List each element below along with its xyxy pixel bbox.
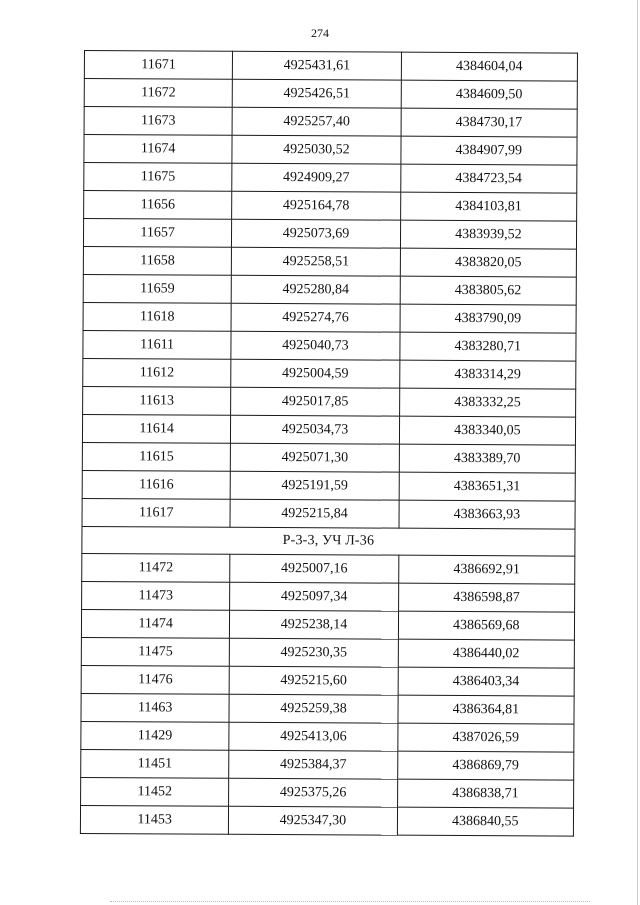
coordinates-table-bottom: [80, 553, 574, 836]
point-number-cell: 11658: [83, 246, 231, 275]
point-number-cell: 11674: [84, 135, 232, 164]
table-row: [81, 609, 574, 640]
table-row: [81, 693, 574, 724]
point-number-cell: 11673: [84, 107, 232, 136]
y-coordinate-cell: 4383939,52: [400, 220, 576, 249]
table-row: [84, 79, 577, 110]
table-row: [80, 805, 573, 836]
table-row: [82, 553, 575, 584]
table-row: [81, 721, 574, 752]
point-number-cell: 11675: [84, 163, 232, 192]
point-number-cell: 11611: [83, 330, 231, 359]
point-number-cell: 11463: [81, 693, 229, 722]
x-coordinate-cell: 4925347,30: [229, 806, 398, 835]
x-coordinate-cell: 4925040,73: [231, 331, 400, 360]
y-coordinate-cell: 4386692,91: [398, 555, 574, 584]
x-coordinate-cell: 4925071,30: [231, 443, 400, 472]
table-row: [82, 581, 575, 612]
table-row: [81, 777, 574, 808]
section-header-group: [82, 526, 575, 556]
x-coordinate-cell: 4925017,85: [231, 387, 400, 416]
x-coordinate-cell: 4925034,73: [231, 415, 400, 444]
table-row: [83, 386, 576, 417]
page-number: 274: [311, 26, 329, 40]
x-coordinate-cell: 4925030,52: [232, 135, 401, 164]
table-row: [83, 246, 576, 277]
y-coordinate-cell: 4384609,50: [401, 80, 577, 109]
y-coordinate-cell: 4383314,29: [399, 360, 575, 389]
point-number-cell: 11474: [81, 609, 229, 638]
point-number-cell: 11613: [83, 386, 231, 415]
y-coordinate-cell: 4384604,04: [401, 52, 577, 81]
point-number-cell: 11476: [81, 665, 229, 694]
x-coordinate-cell: 4925164,78: [232, 191, 401, 220]
table-row: [81, 665, 574, 696]
point-number-cell: 11659: [83, 274, 231, 303]
x-coordinate-cell: 4925413,06: [229, 722, 398, 751]
point-number-cell: 11617: [82, 498, 230, 527]
point-number-cell: 11473: [82, 581, 230, 610]
table-row: [81, 637, 574, 668]
table-row: [84, 135, 577, 166]
table-row: [83, 330, 576, 361]
page-edge: [637, 0, 638, 905]
y-coordinate-cell: 4386840,55: [397, 807, 573, 836]
x-coordinate-cell: 4925375,26: [229, 778, 398, 807]
point-number-cell: 11612: [83, 358, 231, 387]
x-coordinate-cell: 4925259,38: [229, 694, 398, 723]
point-number-cell: 11615: [82, 442, 230, 471]
x-coordinate-cell: 4925238,14: [230, 610, 399, 639]
point-number-cell: 11618: [83, 302, 231, 331]
point-number-cell: 11656: [84, 191, 232, 220]
x-coordinate-cell: 4925426,51: [232, 79, 401, 108]
point-number-cell: 11672: [84, 79, 232, 108]
x-coordinate-cell: 4925280,84: [231, 275, 400, 304]
x-coordinate-cell: 4925274,76: [231, 303, 400, 332]
y-coordinate-cell: 4386869,79: [397, 751, 573, 780]
y-coordinate-cell: 4386364,81: [398, 695, 574, 724]
y-coordinate-cell: 4384723,54: [400, 164, 576, 193]
point-number-cell: 11472: [82, 553, 230, 582]
x-coordinate-cell: 4925258,51: [232, 247, 401, 276]
point-number-cell: 11453: [80, 805, 228, 834]
section-header-row: [82, 526, 575, 556]
y-coordinate-cell: 4384730,17: [401, 108, 577, 137]
x-coordinate-cell: 4925257,40: [232, 107, 401, 136]
point-number-cell: 11451: [81, 749, 229, 778]
y-coordinate-cell: 4383651,31: [399, 472, 575, 501]
y-coordinate-cell: 4383389,70: [399, 444, 575, 473]
y-coordinate-cell: 4383340,05: [399, 416, 575, 445]
y-coordinate-cell: 4386598,87: [398, 583, 574, 612]
table-row: [83, 358, 576, 389]
coordinates-table: [80, 50, 578, 837]
y-coordinate-cell: 4384907,99: [401, 136, 577, 165]
x-coordinate-cell: 4925215,84: [230, 499, 399, 528]
section-title: Р-3-3, УЧ Л-36: [82, 526, 575, 556]
x-coordinate-cell: 4925097,34: [230, 582, 399, 611]
point-number-cell: 11614: [82, 414, 230, 443]
table-row: [82, 442, 575, 473]
table-row: [82, 470, 575, 501]
point-number-cell: 11452: [81, 777, 229, 806]
table-row: [84, 51, 577, 82]
y-coordinate-cell: 4383805,62: [400, 276, 576, 305]
y-coordinate-cell: 4383280,71: [400, 332, 576, 361]
x-coordinate-cell: 4924909,27: [232, 163, 401, 192]
table-row: [82, 498, 575, 529]
y-coordinate-cell: 4383820,05: [400, 248, 576, 277]
x-coordinate-cell: 4925384,37: [229, 750, 398, 779]
x-coordinate-cell: 4925215,60: [229, 666, 398, 695]
table-row: [84, 107, 577, 138]
x-coordinate-cell: 4925007,16: [230, 554, 399, 583]
table-row: [82, 414, 575, 445]
y-coordinate-cell: 4386569,68: [398, 611, 574, 640]
y-coordinate-cell: 4387026,59: [397, 723, 573, 752]
point-number-cell: 11657: [83, 219, 231, 248]
point-number-cell: 11616: [82, 470, 230, 499]
y-coordinate-cell: 4383790,09: [400, 304, 576, 333]
y-coordinate-cell: 4384103,81: [400, 192, 576, 221]
table-row: [83, 274, 576, 305]
y-coordinate-cell: 4386838,71: [397, 779, 573, 808]
table-row: [84, 163, 577, 194]
point-number-cell: 11671: [84, 51, 232, 80]
x-coordinate-cell: 4925191,59: [230, 471, 399, 500]
x-coordinate-cell: 4925073,69: [232, 219, 401, 248]
point-number-cell: 11475: [81, 637, 229, 666]
table-row: [84, 191, 577, 222]
table-row: [83, 219, 576, 250]
x-coordinate-cell: 4925431,61: [233, 51, 402, 80]
coordinates-table-top: [82, 51, 577, 530]
point-number-cell: 11429: [81, 721, 229, 750]
y-coordinate-cell: 4386440,02: [398, 639, 574, 668]
y-coordinate-cell: 4383332,25: [399, 388, 575, 417]
y-coordinate-cell: 4386403,34: [398, 667, 574, 696]
y-coordinate-cell: 4383663,93: [399, 500, 575, 529]
table-row: [81, 749, 574, 780]
x-coordinate-cell: 4925230,35: [230, 638, 399, 667]
table-row: [83, 302, 576, 333]
page-edge-bottom: [110, 901, 590, 903]
x-coordinate-cell: 4925004,59: [231, 359, 400, 388]
